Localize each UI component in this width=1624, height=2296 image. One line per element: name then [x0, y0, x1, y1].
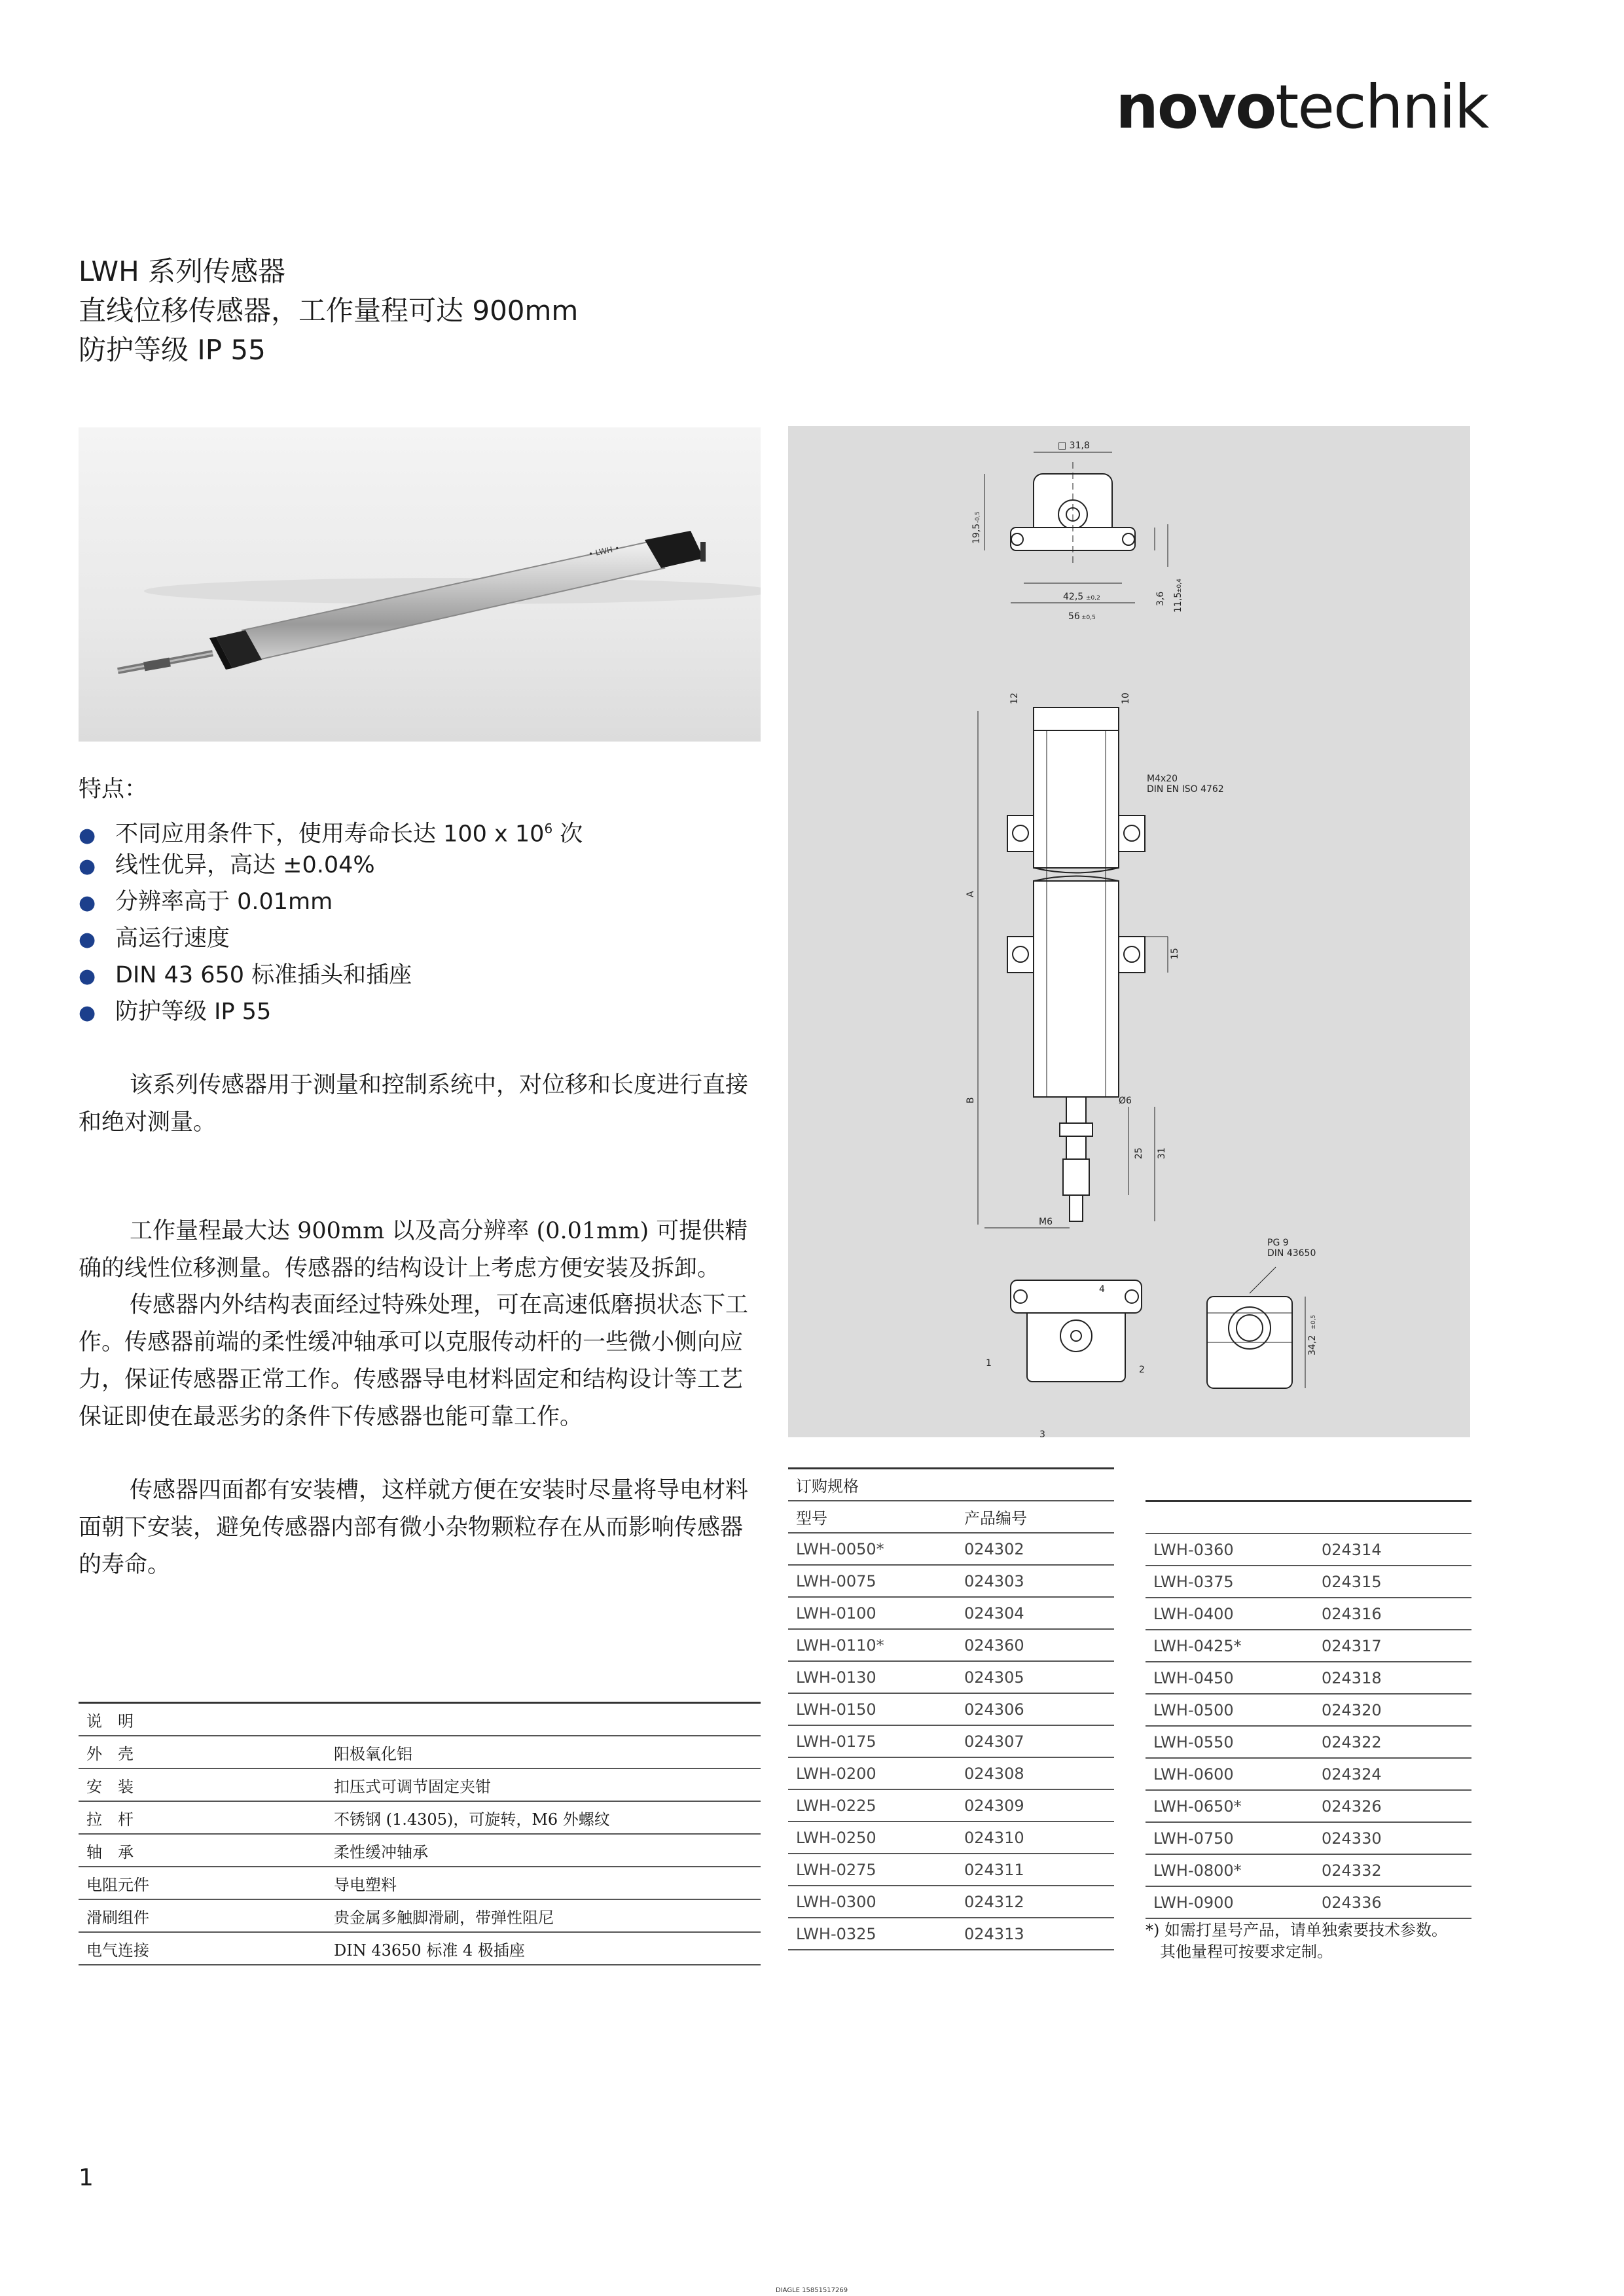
spec-row: 电气连接 DIN 43650 标准 4 极插座 — [79, 1932, 761, 1965]
spec-row: 轴 承 柔性缓冲轴承 — [79, 1834, 761, 1867]
order-row: LWH-0650* 024326 — [1146, 1790, 1471, 1822]
dim-b: B — [965, 1097, 976, 1103]
order-row: LWH-0175 024307 — [788, 1725, 1114, 1757]
description-paragraph-1: 该系列传感器用于测量和控制系统中，对位移和长度进行直接和绝对测量。 — [79, 1072, 749, 1136]
ordering-title: 订购规格 — [788, 1469, 1114, 1501]
dimension-drawing — [788, 426, 1470, 1437]
description-paragraph-3: 传感器内外结构表面经过特殊处理，可在高速低磨损状态下工作。传感器前端的柔性缓冲轴承可以克服传动杆的一些微小侧向应力，保证传感器正常工作。传感器导电材料固定和结构设计等工艺保证即使在最恶劣的条件下传感器也能可靠工作。 — [79, 1292, 749, 1430]
order-row: LWH-0110* 024360 — [788, 1629, 1114, 1661]
spec-row: 电阻元件 导电塑料 — [79, 1867, 761, 1899]
footer-code: DIAGLE 15851517269 — [776, 2287, 848, 2294]
bullet-icon: ● — [79, 928, 96, 951]
order-row: LWH-0900 024336 — [1146, 1886, 1471, 1918]
dim-top-left: 12 — [1009, 692, 1020, 704]
order-row: LWH-0800* 024332 — [1146, 1854, 1471, 1886]
order-row: LWH-0450 024318 — [1146, 1662, 1471, 1694]
order-row: LWH-0200 024308 — [788, 1757, 1114, 1789]
bullet-icon: ● — [79, 823, 96, 847]
order-row: LWH-0250 024310 — [788, 1821, 1114, 1854]
feature-item: ● 分辨率高于 0.01mm — [79, 884, 583, 920]
screw-label-2: DIN EN ISO 4762 — [1147, 784, 1224, 795]
thread-label: M6 — [1039, 1217, 1053, 1227]
dim-top-right: 10 — [1121, 692, 1131, 704]
order-row: LWH-0075 024303 — [788, 1565, 1114, 1597]
features-list — [79, 810, 583, 1030]
title-line-1: LWH 系列传感器 — [79, 255, 286, 287]
dim-w1: 42,5 — [1063, 592, 1084, 602]
feature-item: ● 不同应用条件下，使用寿命长达 100 x $10^6$ 次 — [79, 810, 583, 847]
feature-item: ● 防护等级 IP 55 — [79, 994, 583, 1030]
dim-v1: 3,6 — [1155, 591, 1166, 606]
order-row: LWH-0275 024311 — [788, 1854, 1114, 1886]
pin-label-1: 1 — [986, 1358, 992, 1369]
dim-v2: 11,5 — [1173, 592, 1183, 613]
page-title — [79, 252, 578, 370]
order-row: LWH-0375 024315 — [1146, 1566, 1471, 1598]
dim-w1-tol: ±0,2 — [1086, 595, 1100, 601]
col-model-header: 型号 — [788, 1501, 956, 1533]
order-row: LWH-0360 024314 — [1146, 1534, 1471, 1566]
order-row: LWH-0100 024304 — [788, 1597, 1114, 1629]
dim-31: 31 — [1157, 1147, 1167, 1159]
feature-item: ● 高运行速度 — [79, 920, 583, 957]
technical-drawing — [788, 426, 1470, 1437]
bullet-icon: ● — [79, 1001, 96, 1024]
order-row: LWH-0050* 024302 — [788, 1533, 1114, 1565]
pg-label-1: PG 9 — [1267, 1238, 1289, 1248]
spec-row: 安 装 扣压式可调节固定夹钳 — [79, 1768, 761, 1801]
pin-label-3: 3 — [1039, 1429, 1045, 1437]
spec-row: 外 壳 阳极氧化铝 — [79, 1736, 761, 1768]
dim-34: 34,2 — [1307, 1335, 1318, 1355]
order-row: LWH-0500 024320 — [1146, 1694, 1471, 1726]
dim-h1-tol: -0,5 — [975, 511, 981, 523]
ordering-table-left — [788, 1467, 1114, 1950]
ordering-footnote — [1146, 1920, 1447, 1963]
dim-h1: 19,5 — [971, 523, 982, 544]
dim-square: □ 31,8 — [1058, 440, 1090, 451]
description-paragraph-2: 工作量程最大达 900mm 以及高分辨率 (0.01mm) 可提供精确的线性位移测量。传感器的结构设计上考虑方便安装及拆卸。 — [79, 1218, 748, 1282]
description-paragraph-4: 传感器四面都有安装槽，这样就方便在安装时尽量将导电材料面朝下安装，避免传感器内部有微小杂物颗粒存在从而影响传感器的寿命。 — [79, 1477, 749, 1578]
dim-a: A — [965, 891, 976, 897]
footnote-line-2: 其他量程可按要求定制。 — [1160, 1943, 1333, 1961]
title-line-2: 直线位移传感器，工作量程可达 900mm — [79, 295, 579, 327]
order-row: LWH-0550 024322 — [1146, 1726, 1471, 1758]
feature-item: ● DIN 43 650 标准插头和插座 — [79, 957, 583, 994]
product-photo — [79, 427, 761, 742]
dim-w2: 56 — [1068, 611, 1080, 622]
svg-text:• LWH •: • LWH • — [587, 543, 621, 559]
dim-25: 25 — [1134, 1147, 1144, 1159]
pin-label-2: 2 — [1139, 1365, 1145, 1375]
specification-table — [79, 1702, 761, 1965]
sensor-image — [79, 427, 761, 742]
order-row: LWH-0300 024312 — [788, 1886, 1114, 1918]
pg-label-2: DIN 43650 — [1267, 1248, 1316, 1259]
page-number: 1 — [79, 2164, 94, 2191]
spec-row: 滑刷组件 贵金属多触脚滑刷，带弹性阻尼 — [79, 1899, 761, 1932]
order-row: LWH-0225 024309 — [788, 1789, 1114, 1821]
dim-15: 15 — [1170, 948, 1180, 960]
dim-v2-tol: ±0,4 — [1176, 579, 1183, 593]
features-heading: 特点： — [79, 776, 148, 802]
spec-row: 拉 杆 不锈钢 (1.4305)，可旋转，M6 外螺纹 — [79, 1801, 761, 1834]
order-row: LWH-0400 024316 — [1146, 1598, 1471, 1630]
dim-34-tol: ±0,5 — [1310, 1315, 1317, 1329]
novotechnik-logo: novotechnik — [1115, 72, 1488, 142]
dim-phi6: Ø6 — [1119, 1096, 1132, 1106]
order-row: LWH-0600 024324 — [1146, 1758, 1471, 1790]
bullet-icon: ● — [79, 891, 96, 914]
bullet-icon: ● — [79, 965, 96, 988]
dim-w2-tol: ±0,5 — [1081, 615, 1096, 621]
order-row: LWH-0750 024330 — [1146, 1822, 1471, 1854]
footnote-line-1: *) 如需打星号产品，请单独索要技术参数。 — [1146, 1921, 1447, 1939]
col-code-header: 产品编号 — [956, 1501, 1114, 1533]
title-line-3: 防护等级 IP 55 — [79, 334, 266, 366]
order-row: LWH-0130 024305 — [788, 1661, 1114, 1693]
order-row: LWH-0150 024306 — [788, 1693, 1114, 1725]
pin-label-4: 4 — [1099, 1284, 1105, 1295]
ordering-table-right — [1146, 1500, 1471, 1919]
bullet-icon: ● — [79, 855, 96, 878]
order-row: LWH-0325 024313 — [788, 1918, 1114, 1950]
spec-heading: 说 明 — [79, 1703, 761, 1736]
feature-item: ● 线性优异，高达 ±0.04% — [79, 847, 583, 884]
order-row: LWH-0425* 024317 — [1146, 1630, 1471, 1662]
screw-label-1: M4x20 — [1147, 774, 1178, 784]
